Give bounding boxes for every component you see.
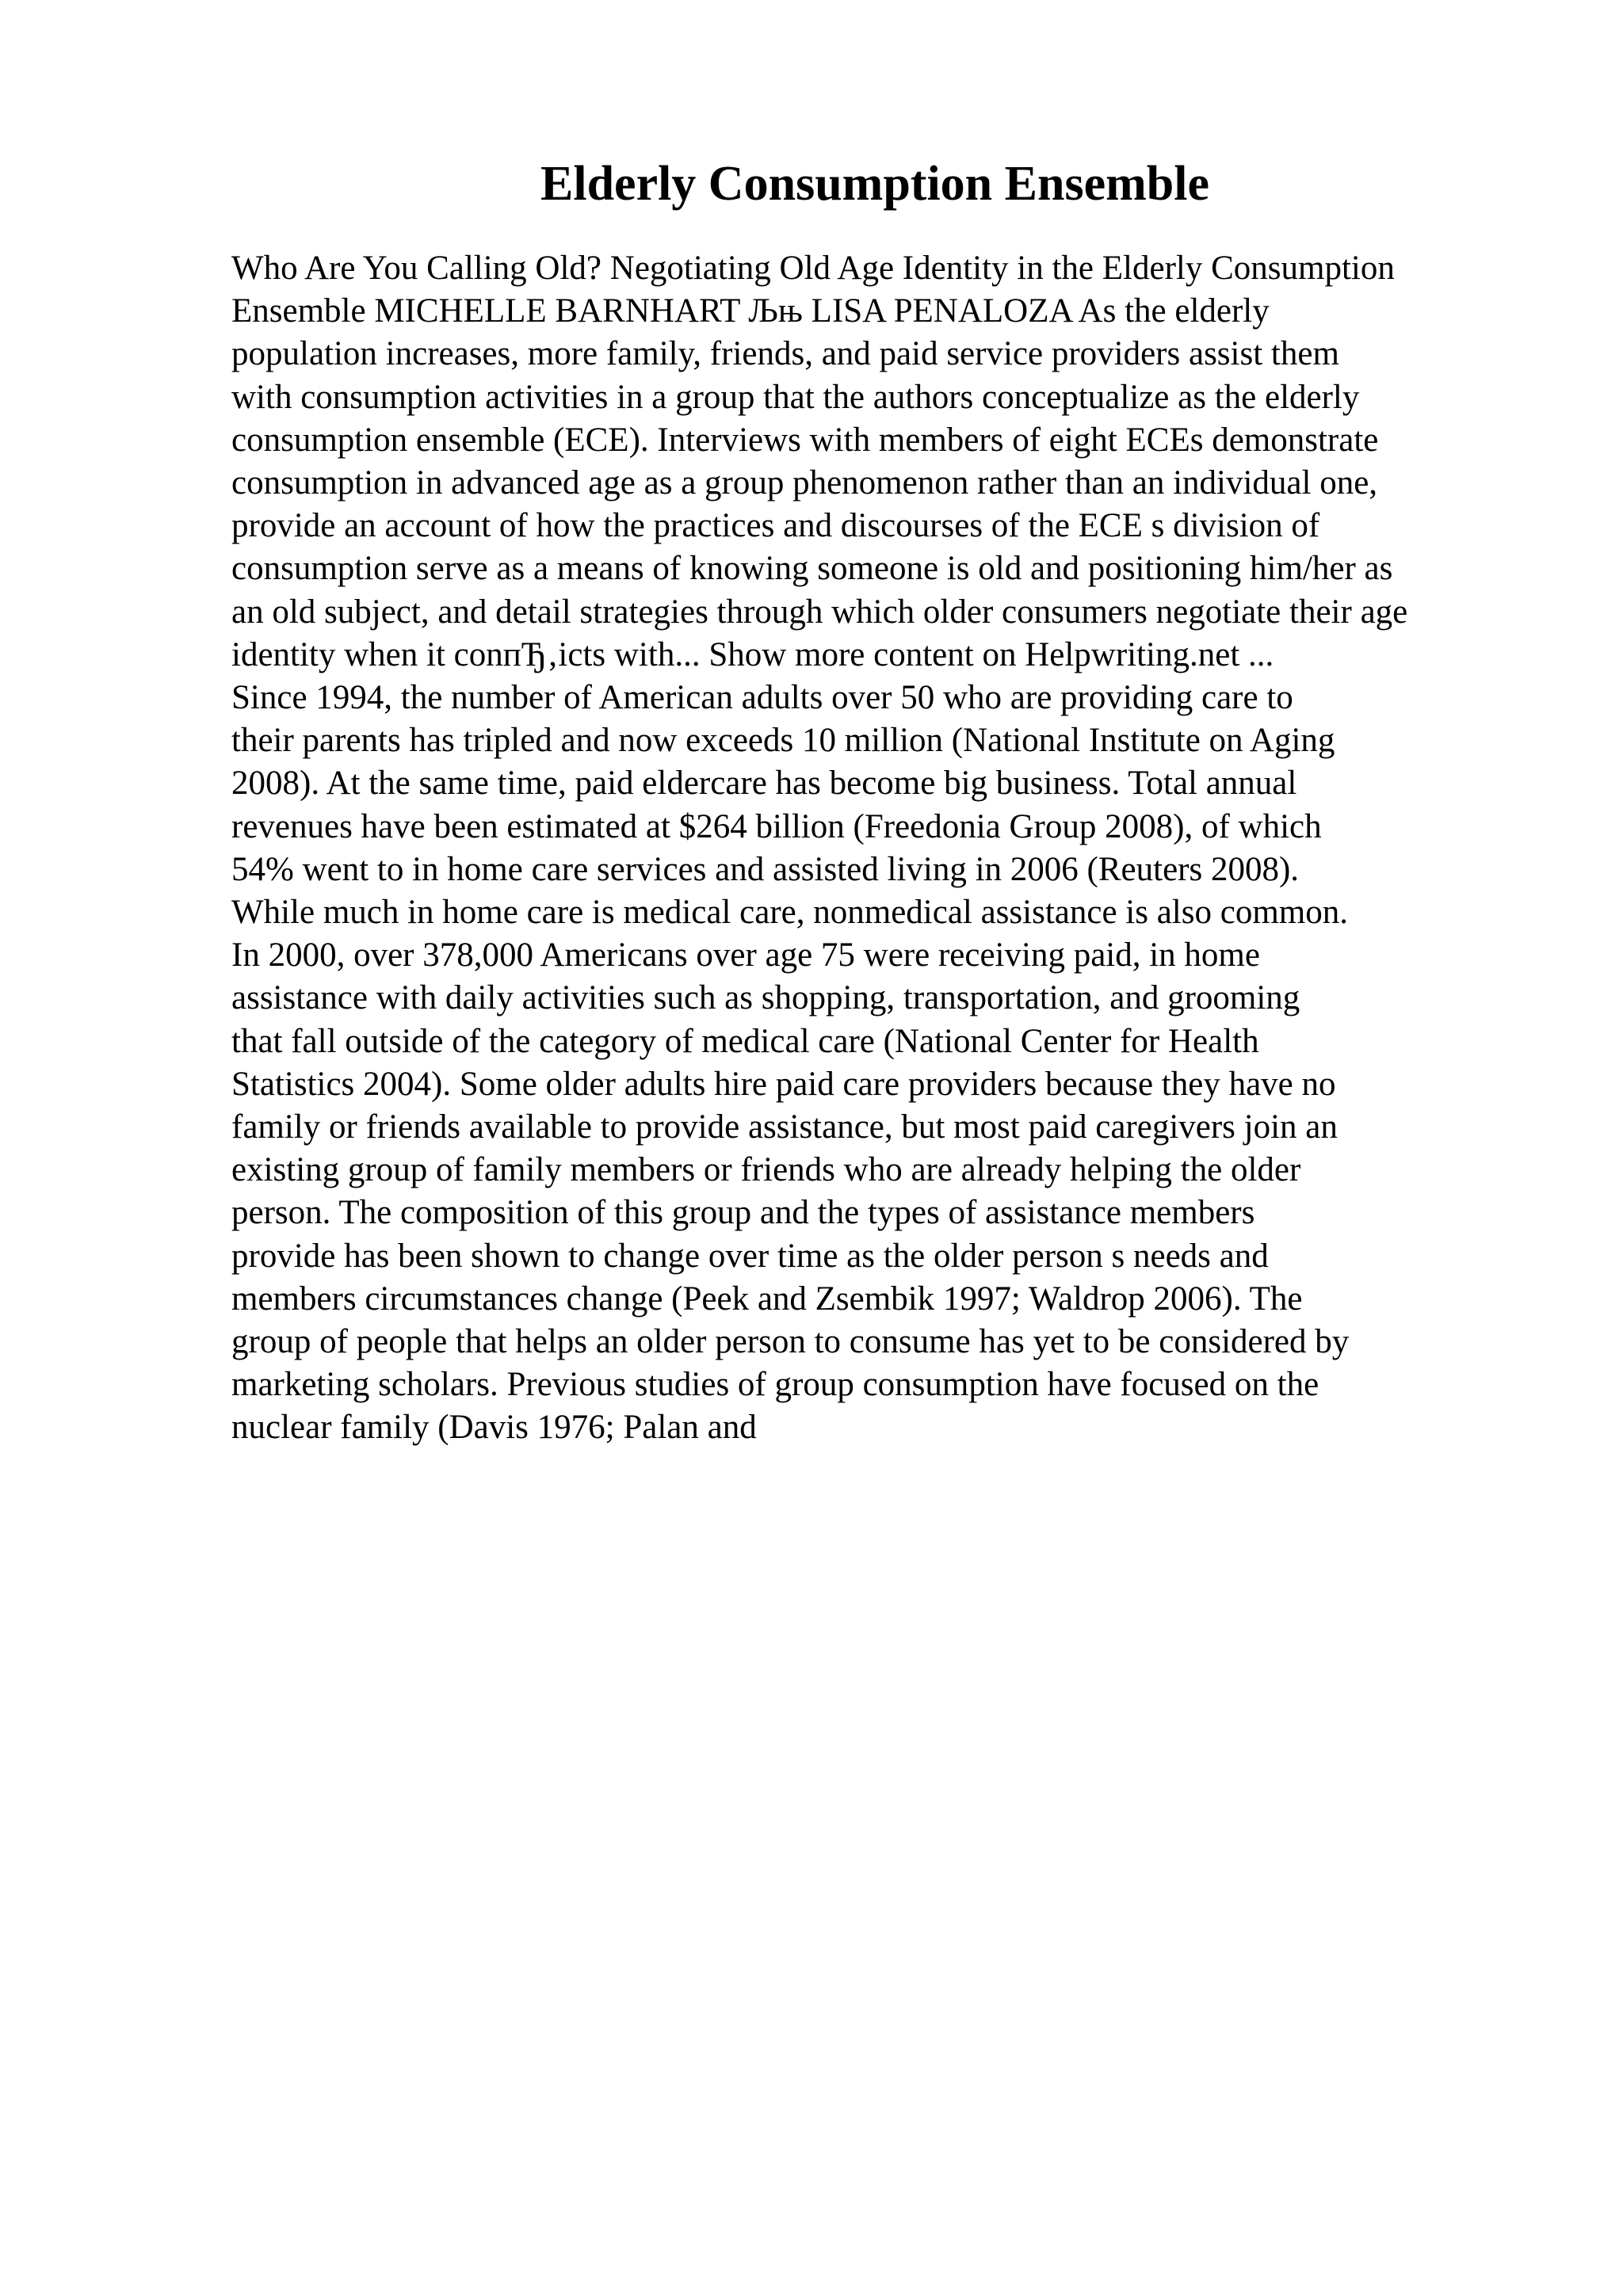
text-line: an old subject, and detail strategies through which older consumers negotiate their age xyxy=(231,593,1408,631)
text-line: family or friends available to provide assistance, but most paid caregivers join an xyxy=(231,1108,1338,1146)
text-line: population increases, more family, friends, and paid service providers assist them xyxy=(231,335,1339,373)
body-text xyxy=(231,247,1547,1450)
text-line: Ensemble MICHELLE BARNHART Љњ LISA PENALOZA As the elderly xyxy=(231,292,1270,330)
text-line: Who Are You Calling Old? Negotiating Old Age Identity in the Elderly Consumption xyxy=(231,250,1395,287)
text-line: group of people that helps an older person to consume has yet to be considered by xyxy=(231,1323,1350,1361)
text-line: marketing scholars. Previous studies of group consumption have focused on the xyxy=(231,1366,1319,1404)
text-line: 2008). At the same time, paid eldercare has become big business. Total annual xyxy=(231,765,1297,803)
text-line: consumption in advanced age as a group phenomenon rather than an individual one, xyxy=(231,464,1378,502)
text-line: provide has been shown to change over time as the older person s needs and xyxy=(231,1237,1269,1275)
text-line: members circumstances change (Peek and Zsembik 1997; Waldrop 2006). The xyxy=(231,1280,1303,1318)
text-line: While much in home care is medical care, nonmedical assistance is also common. xyxy=(231,894,1348,932)
text-line: identity when it conпЂ‚icts with... Show more content on Helpwriting.net ... xyxy=(231,635,1274,673)
text-line: revenues have been estimated at $264 billion (Freedonia Group 2008), of which xyxy=(231,807,1322,845)
text-line: Statistics 2004). Some older adults hire paid care providers because they have no xyxy=(231,1065,1336,1103)
text-line: person. The composition of this group and the types of assistance members xyxy=(231,1194,1255,1232)
text-line: 54% went to in home care services and assisted living in 2006 (Reuters 2008). xyxy=(231,850,1300,888)
page-title: Elderly Consumption Ensemble xyxy=(540,157,1210,211)
text-line: existing group of family members or friends who are already helping the older xyxy=(231,1151,1301,1189)
text-line: with consumption activities in a group that the authors conceptualize as the elderly xyxy=(231,378,1360,416)
text-line: that fall outside of the category of medical care (National Center for Health xyxy=(231,1022,1259,1060)
text-line: assistance with daily activities such as shopping, transportation, and grooming xyxy=(231,979,1300,1017)
text-line: consumption ensemble (ECE). Interviews with members of eight ECEs demonstrate xyxy=(231,421,1379,459)
text-line: nuclear family (Davis 1976; Palan and xyxy=(231,1409,757,1447)
text-line: Since 1994, the number of American adults over 50 who are providing care to xyxy=(231,679,1293,717)
text-line: consumption serve as a means of knowing someone is old and positioning him/her as xyxy=(231,550,1393,588)
text-line: provide an account of how the practices and discourses of the ECE s division of xyxy=(231,507,1320,545)
text-line: In 2000, over 378,000 Americans over age 75 were receiving paid, in home xyxy=(231,936,1260,974)
text-line: their parents has tripled and now exceeds 10 million (National Institute on Aging xyxy=(231,722,1335,760)
